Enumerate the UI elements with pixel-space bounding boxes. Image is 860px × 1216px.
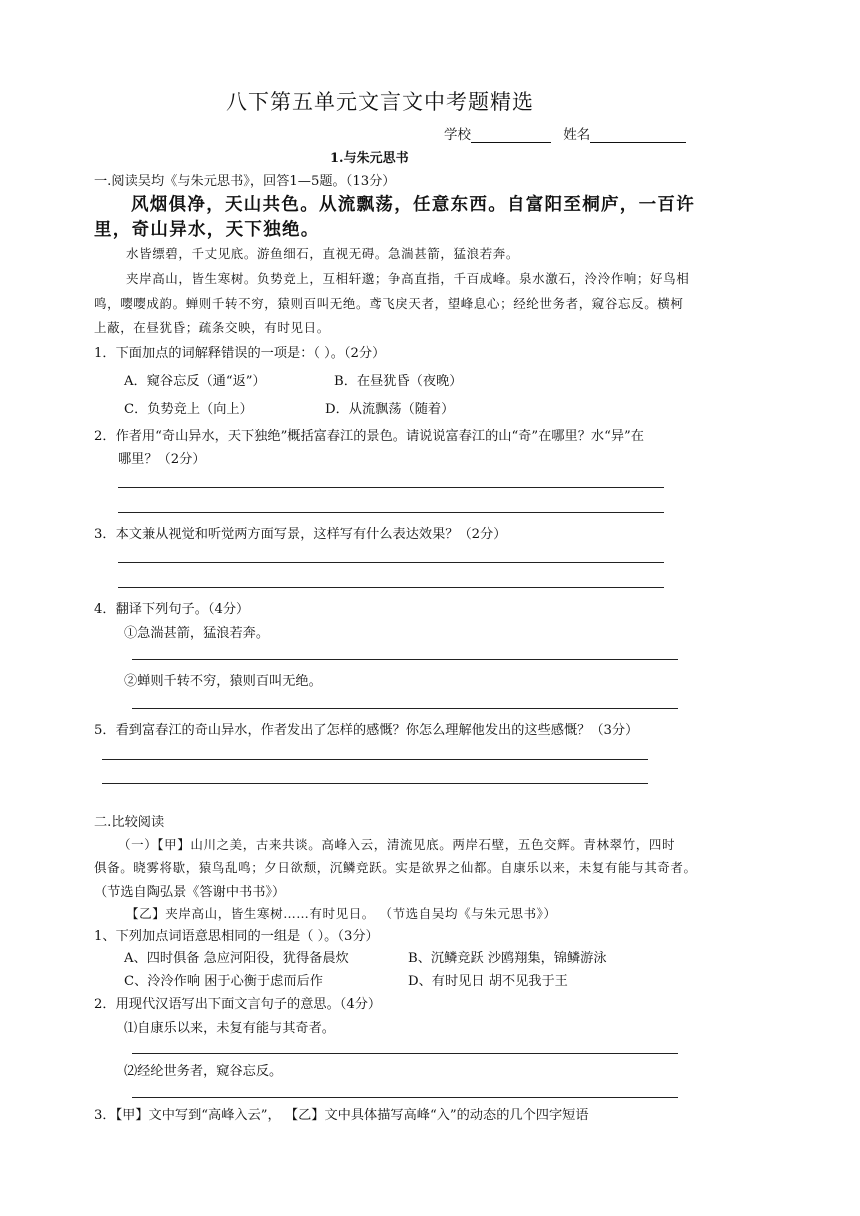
question-1: 1．下面加点的词解释错误的一项是：（ ）。（2分） [94,346,386,361]
section-2-question-1-option-c: C、泠泠作响 困于心衡于虑而后作 [124,974,323,989]
passage-jia-line-2: 俱备。晓雾将歇，猿鸟乱鸣；夕日欲颓，沉鳞竞跃。实是欲界之仙都。自康乐以来，未复有能与其奇者。 [94,860,697,875]
question-2-line-2: 哪里？（2分） [118,452,206,467]
question-5: 5．看到富春江的奇山异水，作者发出了怎样的感慨？你怎么理解他发出的这些感慨？（3分） [94,723,639,738]
question-3: 3．本文兼从视觉和听觉两方面写景，这样写有什么表达效果？（2分） [94,527,507,542]
school-blank [471,128,551,143]
section-2-question-2-sentence-2: ⑵经纶世务者，窥谷忘反。 [124,1064,283,1079]
passage-yi: 【乙】夹岸高山，皆生寒树……有时见日。 （节选自吴均《与朱元思书》） [126,906,557,921]
answer-line[interactable] [102,759,648,760]
section-2-question-1-option-b: B、沉鳞竞跃 沙鸥翔集，锦鳞游泳 [408,951,607,966]
page-title: 八下第五单元文言文中考题精选 [226,90,534,114]
section-2-question-1-option-a: A、四时俱备 急应河阳役，犹得备晨炊 [124,951,349,966]
answer-line[interactable] [102,783,648,784]
passage-paragraph-3-line-3: 上蔽，在昼犹昏；疏条交映，有时见日。 [94,320,330,335]
answer-line[interactable] [118,562,664,563]
school-name-line [444,123,686,143]
section-2-question-1-option-d: D、有时见日 胡不见我于王 [408,974,568,989]
answer-line[interactable] [132,708,678,709]
section-1-title: 1.与朱元思书 [330,151,409,166]
name-label: 姓名 [563,127,591,143]
question-1-option-d: D．从流飘荡（随着） [325,402,455,417]
name-blank [590,128,686,143]
section-2-question-2: 2．用现代汉语写出下面文言句子的意思。（4分） [94,997,382,1012]
section-2-title: 二.比较阅读 [94,815,165,830]
passage-big-line-1: 风烟俱净，天山共色。从流飘荡，任意东西。自富阳至桐庐，一百许 [131,195,695,215]
school-label: 学校 [444,127,471,143]
question-4: 4．翻译下列句子。（4分） [94,602,250,617]
passage-paragraph-3-line-1: 夹岸高山，皆生寒树。负势竞上，互相轩邈；争高直指，千百成峰。泉水激石，泠泠作响；好鸟相 [126,271,690,286]
answer-line[interactable] [132,1053,678,1054]
answer-line[interactable] [132,659,678,660]
passage-jia-source: （节选自陶弘景《答谢中书书》） [94,885,286,900]
question-1-option-a: A．窥谷忘反（通“返”） [124,374,266,389]
answer-line[interactable] [132,1097,678,1098]
passage-paragraph-3-line-2: 鸣，嘤嘤成韵。蝉则千转不穷，猿则百叫无绝。鸢飞戾天者，望峰息心；经纶世务者，窥谷忘反。横柯 [94,296,684,311]
section-1-intro: 一.阅读吴均《与朱元思书》，回答1—5题。（13分） [94,174,396,189]
section-2-question-2-sentence-1: ⑴自康乐以来，未复有能与其奇者。 [124,1021,335,1036]
passage-big-line-2: 里，奇山异水，天下独绝。 [94,220,320,240]
question-1-option-c: C．负势竞上（向上） [124,402,253,417]
question-2-line-1: 2．作者用“奇山异水，天下独绝”概括富春江的景色。请说说富春江的山“奇”在哪里？水“异”在 [94,429,644,444]
question-4-sentence-2: ②蝉则千转不穷，猿则百叫无绝。 [124,674,322,689]
answer-line[interactable] [118,487,664,488]
passage-jia-line-1: （一）【甲】山川之美，古来共谈。高峰入云，清流见底。两岸石壁，五色交辉。青林翠竹，四时 [118,837,676,852]
section-2-question-3: 3．【甲】文中写到“高峰入云”， 【乙】文中具体描写高峰“入”的动态的几个四字短语 [94,1108,589,1123]
section-2-question-1: 1、下列加点词语意思相同的一组是（ ）。（3分） [94,929,379,944]
question-1-option-b: B．在昼犹昏（夜晚） [334,374,463,389]
question-4-sentence-1: ①急湍甚箭，猛浪若奔。 [124,626,270,641]
passage-paragraph-2: 水皆缥碧，千丈见底。游鱼细石，直视无碍。急湍甚箭，猛浪若奔。 [126,246,520,261]
answer-line[interactable] [118,512,664,513]
answer-line[interactable] [118,587,664,588]
